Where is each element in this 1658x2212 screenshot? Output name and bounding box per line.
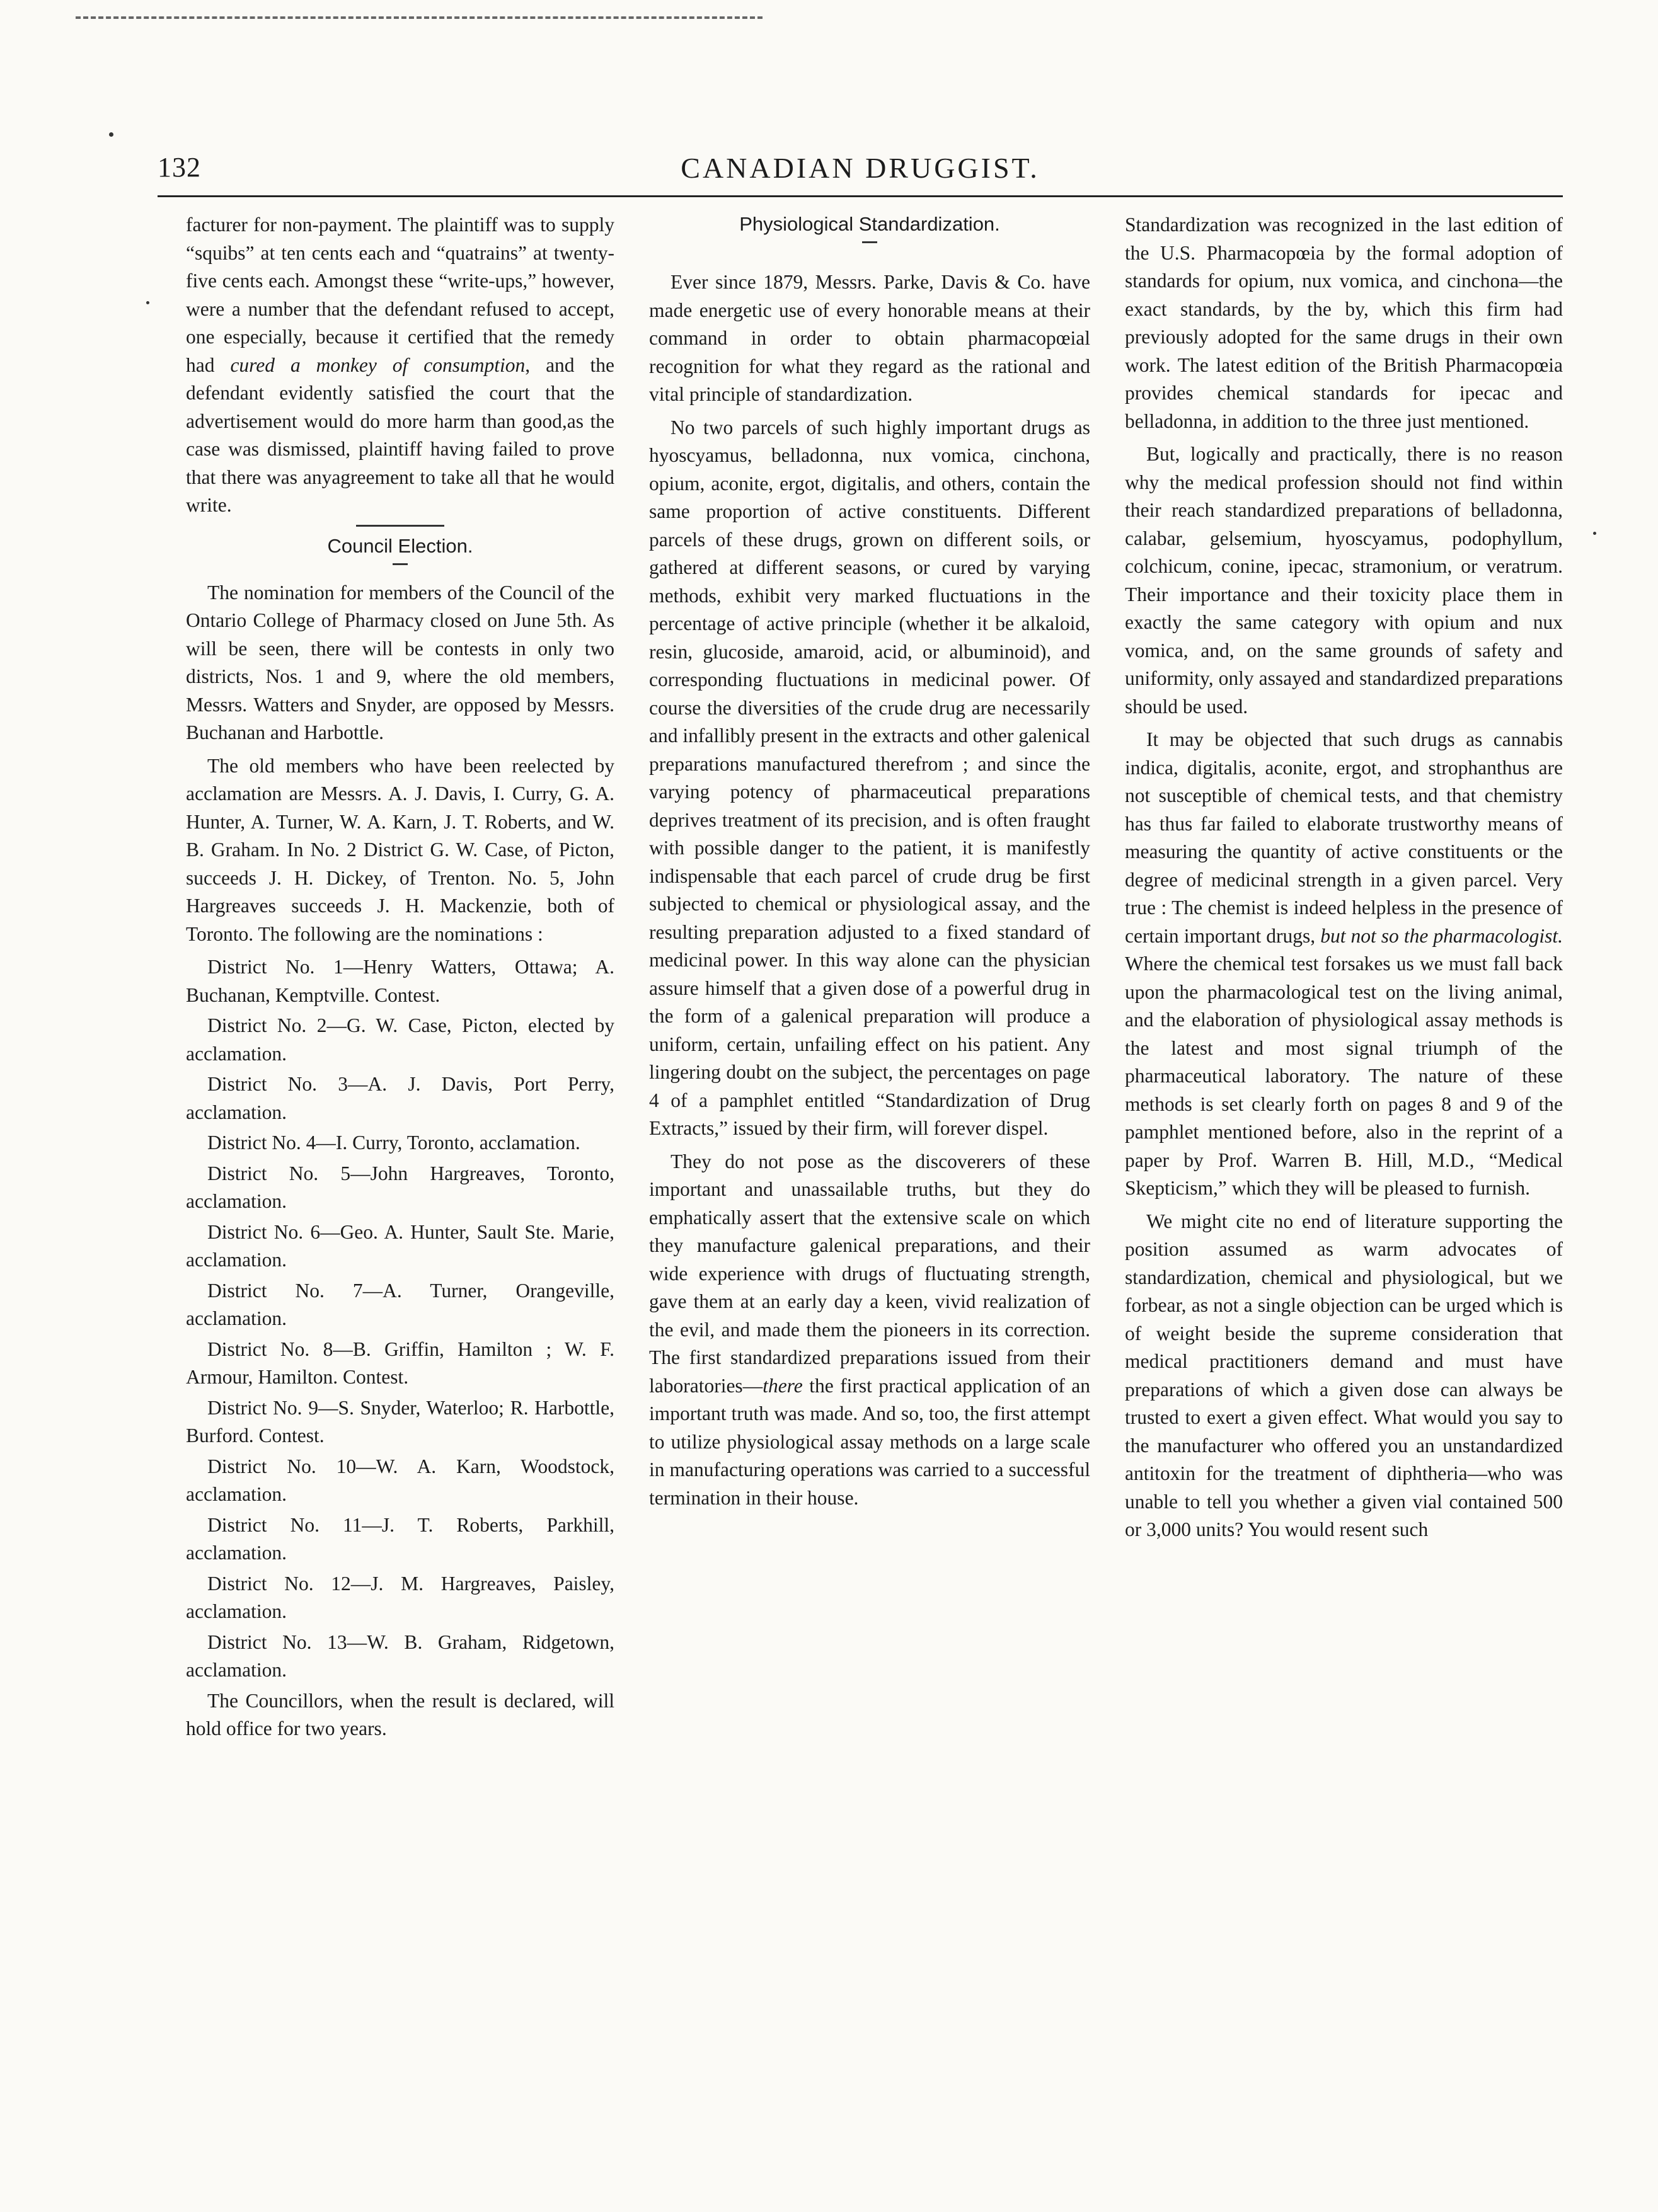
ink-speck — [146, 301, 149, 304]
journal-title: CANADIAN DRUGGIST. — [681, 152, 1040, 184]
paragraph: The Councillors, when the result is declared, will hold office for two years. — [186, 1689, 614, 1739]
paragraph: But, logically and practically, there is no reason why the medical profession should not find within their reach standardized preparations of belladonna, calabar, gelsemium, hyoscyamus, podophyllum, colchicum, conine, ipecac, stramonium, or veratrum. Their importance and their toxicity place them in exactly the same category with opium and nux vomica, and, on the same grounds of safety and uniformity, only assayed and standardized preparations should be used. — [1125, 443, 1563, 718]
district-entry: District No. 6—Geo. A. Hunter, Sault Ste. Marie, acclamation. — [186, 1220, 614, 1271]
paragraph: We might cite no end of literature supporting the position assumed as warm advocates of standardization, chemical and physiological, but we forbear, as not a single objection can be urged which is of weight beside the supreme consideration that medical practitioners demand and must have preparations of which a given dose can always be trusted to exert a given effect. What would you say to the manufacturer who offered you an unstandardized antitoxin for the treatment of diphtheria—who was unable to tell you whether a given vial contained 500 or 3,000 units? You would resent such — [1125, 1210, 1563, 1540]
paragraph — [649, 1148, 1090, 1513]
district-entry: District No. 8—B. Griffin, Hamilton ; W. F. Armour, Hamilton. Contest. — [186, 1338, 614, 1388]
column-right — [1125, 211, 1563, 2183]
paragraph — [186, 211, 614, 520]
ink-speck — [1593, 532, 1596, 535]
header-rule — [158, 195, 1563, 197]
text-run: , and the defendant evidently satisfied the court that the advertisement would do more harm than good,as the case was dismissed, plaintiff having failed to prove that there was anyagreement to take all that he would write. — [186, 353, 614, 516]
paragraph: No two parcels of such highly important drugs as hyoscyamus, belladonna, nux vomica, cinchona, opium, aconite, ergot, digitalis, and others, contain the same proportion of active constituents. Different parcels of these drugs, grown on different soils, or gathered at different seasons, or cured by varying methods, exhibit very marked fluctuations in the percentage of active principle (whether it be alkaloid, resin, glucoside, amaroid, acid, or albuminoid), and corresponding fluctuations in medicinal power. Of course the diversities of the crude drug are necessarily and infallibly present in the extracts and other galenical preparations manufactured therefrom ; and since the varying potency of pharmaceutical preparations deprives treatment of its precision, and is often fraught with possible danger to the patient, it is manifestly indispensable that each parcel of crude drug be first subjected to chemical or physiological assay, and the resulting preparation adjusted to a fixed standard of medicinal power. In this way alone can the physician assure himself that a given dose of a powerful drug in the form of a galenical preparation will produce a uniform, certain, unfailing effect on his patient. Any lingering doubt on the subject, the percentages on page 4 of a pamphlet entitled “Standardization of Drug Extracts,” issued by their firm, will forever dispel. — [649, 416, 1090, 1139]
paragraph — [1125, 726, 1563, 1203]
district-list — [186, 953, 614, 1685]
section-heading: Physiological Standardization. — [739, 213, 1000, 235]
section-divider — [356, 525, 444, 527]
district-entry: District No. 1—Henry Watters, Ottawa; A. Buchanan, Kemptville. Contest. — [186, 956, 614, 1006]
district-entry: District No. 4—I. Curry, Toronto, acclamation. — [207, 1132, 580, 1154]
paragraph: Standardization was recognized in the last edition of the U.S. Pharmacopœia by the formal adoption of standards for opium, nux vomica, and cinchona—the exact standards, by the by, which this firm had previously adopted for the same drugs in their own work. The latest edition of the British Pharmacopœia provides chemical standards for ipecac and belladonna, in addition to the three just mentioned. — [1125, 214, 1563, 432]
text-run: They do not pose as the discoverers of these important and unassailable truths, but they do emphatically assert that the extensive scale on which they manufacture galenical preparations, and their wide experience with drugs of fluctuating strength, gave them at an early day a keen, vivid realization of the evil, and made them the pioneers in its correction. The first standardized preparations issued from their laboratories— — [649, 1150, 1090, 1397]
district-entry: District No. 2—G. W. Case, Picton, elected by acclamation. — [186, 1014, 614, 1065]
page-number: 132 — [158, 152, 201, 183]
ink-speck — [109, 132, 113, 137]
paragraph: The nomination for members of the Council of the Ontario College of Pharmacy closed on June 5th. As will be seen, there will be contests in only two districts, Nos. 1 and 9, where the old members, Messrs. Watters and Snyder, are opposed by Messrs. Buchanan and Harbottle. — [186, 581, 614, 743]
heading-dash — [862, 241, 877, 243]
column-left — [186, 211, 614, 2183]
text-run: the first practical application of an important truth was made. And so, too, the first attempt to utilize physiological assay methods on a large scale in manufacturing operations was carried to a successful termination in their house. — [649, 1374, 1090, 1509]
top-scan-rule — [76, 16, 763, 19]
district-entry: District No. 9—S. Snyder, Waterloo; R. Harbottle, Burford. Contest. — [186, 1396, 614, 1447]
heading-dash — [393, 563, 408, 565]
paragraph: The old members who have been reelected by acclamation are Messrs. A. J. Davis, I. Curry, G. A. Hunter, A. Turner, W. A. Karn, J. T. Roberts, and W. B. Graham. In No. 2 District G. W. Case, of Picton, succeeds J. H. Dickey, of Trenton. No. 5, John Hargreaves succeeds J. H. Mackenzie, both of Toronto. The following are the nominations : — [186, 754, 614, 945]
column-middle — [649, 211, 1090, 2183]
text-run: facturer for non-payment. The plaintiff was to supply “squibs” at ten cents each and “quatrains” at twenty-five cents each. Amongst these “write-ups,” however, were a number that the defendant refused to accept, one especially, because it certified that the remedy had — [186, 214, 614, 376]
text-run: Where the chemical test forsakes us we must fall back upon the pharmacological test on the living animal, and the elaboration of physiological assay methods is the latest and most signal triumph of the pharmaceutical laboratory. The nature of these methods is set clearly forth on pages 8 and 9 of the pamphlet mentioned before, also in the reprint of a paper by Prof. Warren B. Hill, M.D., “Medical Skepticism,” which they will be pleased to furnish. — [1125, 953, 1563, 1199]
district-entry: District No. 7—A. Turner, Orangeville, acclamation. — [186, 1279, 614, 1329]
italic-text: cured a monkey of consumption — [230, 353, 526, 376]
district-entry: District No. 13—W. B. Graham, Ridgetown, acclamation. — [186, 1630, 614, 1681]
district-entry: District No. 3—A. J. Davis, Port Perry, acclamation. — [186, 1073, 614, 1123]
italic-text: but not so the pharmacologist. — [1320, 924, 1563, 947]
section-heading: Council Election. — [327, 534, 473, 557]
text-run: It may be objected that such drugs as cannabis indica, digitalis, aconite, ergot, and strophanthus are not susceptible of chemical tests, and that chemistry has thus far failed to elaborate trustworthy means of measuring the quantity of active constituents or the degree of medicinal strength in a given parcel. Very true : The chemist is indeed helpless in the presence of certain important drugs, — [1125, 728, 1563, 947]
paragraph: Ever since 1879, Messrs. Parke, Davis & Co. have made energetic use of every honorable means at their command in order to obtain pharmacopœial recognition for what they regard as the rational and vital principle of standardization. — [649, 271, 1090, 405]
district-entry: District No. 12—J. M. Hargreaves, Paisley, acclamation. — [186, 1572, 614, 1622]
italic-text: there — [763, 1374, 803, 1397]
district-entry: District No. 11—J. T. Roberts, Parkhill, acclamation. — [186, 1513, 614, 1564]
district-entry: District No. 10—W. A. Karn, Woodstock, acclamation. — [186, 1455, 614, 1505]
district-entry: District No. 5—John Hargreaves, Toronto, acclamation. — [186, 1162, 614, 1212]
page-header — [158, 151, 1563, 189]
